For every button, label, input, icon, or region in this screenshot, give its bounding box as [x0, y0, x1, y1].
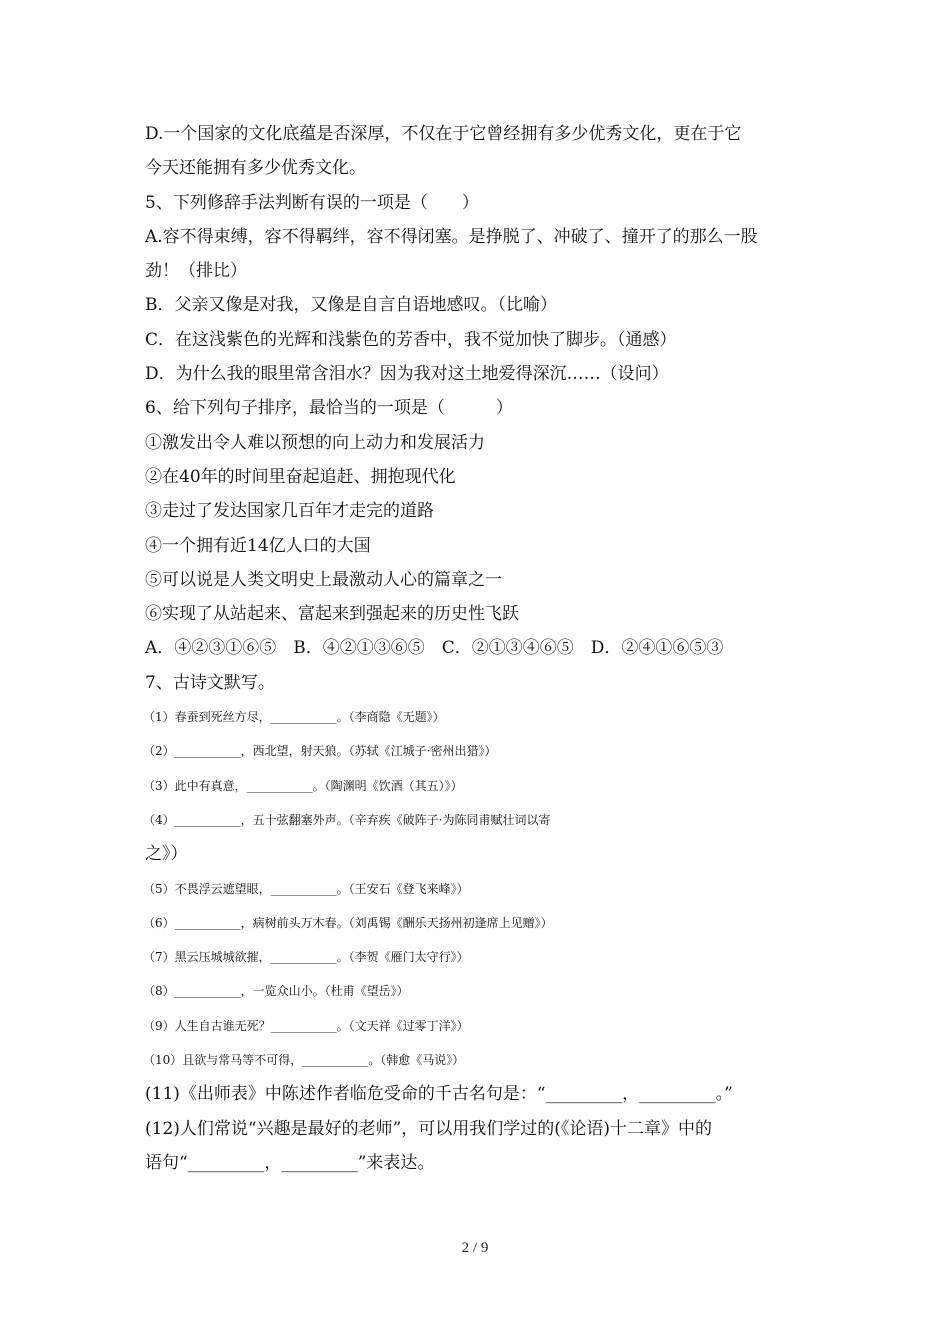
question-4-option-d-line-2: 今天还能拥有多少优秀文化。 — [145, 158, 366, 179]
question-7-item-12-line-2: 语句“_________，_________”来表达。 — [145, 1152, 435, 1173]
question-4-option-d-line-1: D.一个国家的文化底蕴是否深厚，不仅在于它曾经拥有多少优秀文化，更在于它 — [145, 124, 742, 144]
question-6-options: A．④②③①⑥⑤ B．④②①③⑥⑤ C．②①③④⑥⑤ D．②④①⑥⑤③ — [145, 638, 724, 659]
question-7-item-12-line-1: (12)人们常说“兴趣是最好的老师”，可以用我们学过的(《论语)十二章》中的 — [145, 1118, 713, 1139]
question-7-stem: 7、古诗文默写。 — [145, 672, 275, 693]
question-5-option-a-line-1: A.容不得束缚，容不得羁绊，容不得闭塞。是挣脱了、冲破了、撞开了的那么一股 — [145, 226, 758, 247]
question-5-stem: 5、下列修辞手法判断有误的一项是（ ） — [145, 192, 479, 213]
document-body — [145, 117, 813, 1180]
question-7-item-4-line-2: 之》） — [145, 844, 188, 865]
question-7-item-4-line-1: （4）___________，五十弦翻塞外声。（辛弃疾《破阵子·为陈同甫赋壮词以寄 — [143, 812, 551, 827]
question-7-item-3: （3）此中有真意，___________。（陶渊明《饮酒（其五）》） — [143, 778, 463, 793]
question-6-sentence-6: ⑥实现了从站起来、富起来到强起来的历史性飞跃 — [145, 604, 519, 625]
question-5-option-c: C．在这浅紫色的光辉和浅紫色的芳香中，我不觉加快了脚步。（通感） — [145, 329, 677, 350]
question-6-sentence-4: ④一个拥有近14亿人口的大国 — [145, 535, 371, 556]
question-7-item-1: （1）春蚕到死丝方尽，___________。（李商隐《无题》） — [143, 710, 445, 725]
question-7-item-2: （2）___________，西北望，射天狼。（苏轼《江城子·密州出猎》） — [143, 744, 497, 759]
question-7-item-11: (11)《出师表》中陈述作者临危受命的千古名句是：“_________，_________。” — [145, 1084, 733, 1105]
question-6-stem: 6、给下列句子排序，最恰当的一项是（ ） — [145, 398, 513, 419]
question-7-item-6: （6）___________，病树前头万木春。（刘禹锡《酬乐天扬州初逢席上见赠》） — [143, 915, 553, 930]
question-5-option-a-line-2: 劲！（排比） — [145, 261, 247, 282]
question-7-item-5: （5）不畏浮云遮望眼，___________。（王安石《登飞来峰》） — [143, 881, 469, 896]
question-7-item-8: （8）___________，一览众山小。（杜甫《望岳》） — [143, 984, 409, 999]
question-7-item-7: （7）黑云压城城欲摧，___________。（李贺《雁门太守行》） — [143, 950, 469, 965]
question-5-option-d: D．为什么我的眼里常含泪水？因为我对这土地爱得深沉……（设问） — [145, 364, 669, 385]
question-6-sentence-5: ⑤可以说是人类文明史上最激动人心的篇章之一 — [145, 569, 502, 590]
question-7-item-9: （9）人生自古谁无死？___________。（文天祥《过零丁洋》） — [143, 1018, 469, 1033]
question-6-sentence-2: ②在40年的时间里奋起追赶、拥抱现代化 — [145, 466, 456, 487]
question-7-item-10: （10）且欲与常马等不可得，___________。（韩愈《马说》） — [143, 1053, 465, 1068]
question-5-option-b: B．父亲又像是对我，又像是自言自语地感叹。（比喻） — [145, 295, 557, 316]
page-number: 2 / 9 — [461, 1240, 489, 1256]
question-6-sentence-1: ①激发出令人难以预想的向上动力和发展活力 — [145, 432, 485, 453]
question-6-sentence-3: ③走过了发达国家几百年才走完的道路 — [145, 501, 434, 522]
